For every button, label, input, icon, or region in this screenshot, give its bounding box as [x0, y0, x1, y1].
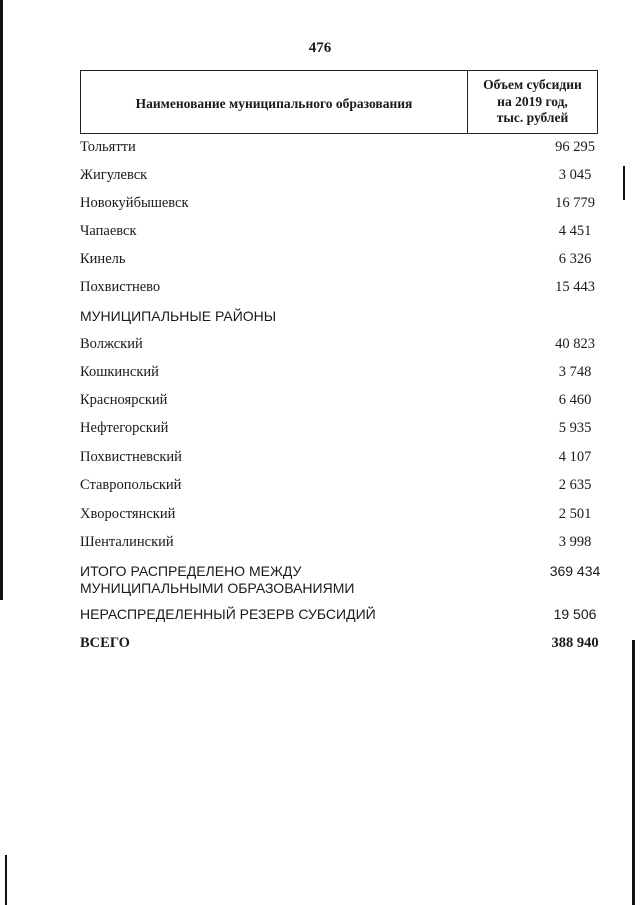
scan-edge-line-left — [0, 0, 3, 600]
row-value: 40 823 — [555, 336, 595, 352]
row-value: 5 935 — [558, 420, 592, 436]
row-name: Тольятти — [80, 139, 136, 155]
section-heading: МУНИЦИПАЛЬНЫЕ РАЙОНЫ — [80, 308, 277, 324]
row-name: Ставропольский — [80, 477, 182, 493]
row-name: Волжский — [80, 336, 143, 352]
table-header — [80, 70, 598, 134]
distributed-total-label: ИТОГО РАСПРЕДЕЛЕНО МЕЖДУ МУНИЦИПАЛЬНЫМИ ОБРАЗОВАНИЯМИ — [80, 563, 355, 596]
row-name: Жигулевск — [80, 167, 148, 183]
row-value: 3 998 — [558, 534, 592, 550]
row-value: 15 443 — [555, 279, 595, 295]
row-value: 96 295 — [555, 139, 595, 155]
row-name: Новокуйбышевск — [80, 195, 189, 211]
row-name: Нефтегорский — [80, 420, 169, 436]
grand-total-label: ВСЕГО — [80, 635, 130, 651]
row-name: Похвистневский — [80, 449, 182, 465]
row-value: 6 326 — [558, 251, 592, 267]
row-name: Шенталинский — [80, 534, 174, 550]
row-value: 2 501 — [558, 506, 592, 522]
row-value: 4 451 — [558, 223, 592, 239]
row-value: 16 779 — [555, 195, 595, 211]
row-value: 6 460 — [558, 392, 592, 408]
row-value: 3 045 — [558, 167, 592, 183]
row-value: 2 635 — [558, 477, 592, 493]
header-name-column: Наименование муниципального образования — [81, 71, 468, 133]
distributed-total-value: 369 434 — [549, 563, 601, 579]
scan-edge-line-right — [632, 640, 635, 905]
reserve-label: НЕРАСПРЕДЕЛЕННЫЙ РЕЗЕРВ СУБСИДИЙ — [80, 606, 376, 622]
row-name: Кинель — [80, 251, 126, 267]
scan-edge-line-left-bottom — [5, 855, 7, 905]
reserve-value: 19 506 — [553, 606, 597, 622]
row-name: Красноярский — [80, 392, 168, 408]
row-value: 3 748 — [558, 364, 592, 380]
page-number: 476 — [308, 40, 332, 56]
scan-mark-right — [623, 166, 625, 200]
row-name: Кошкинский — [80, 364, 159, 380]
row-value: 4 107 — [558, 449, 592, 465]
grand-total-value: 388 940 — [551, 635, 599, 651]
row-name: Похвистнево — [80, 279, 161, 295]
row-name: Чапаевск — [80, 223, 137, 239]
row-name: Хворостянский — [80, 506, 176, 522]
header-value-column: Объем субсидии на 2019 год, тыс. рублей — [483, 76, 582, 126]
